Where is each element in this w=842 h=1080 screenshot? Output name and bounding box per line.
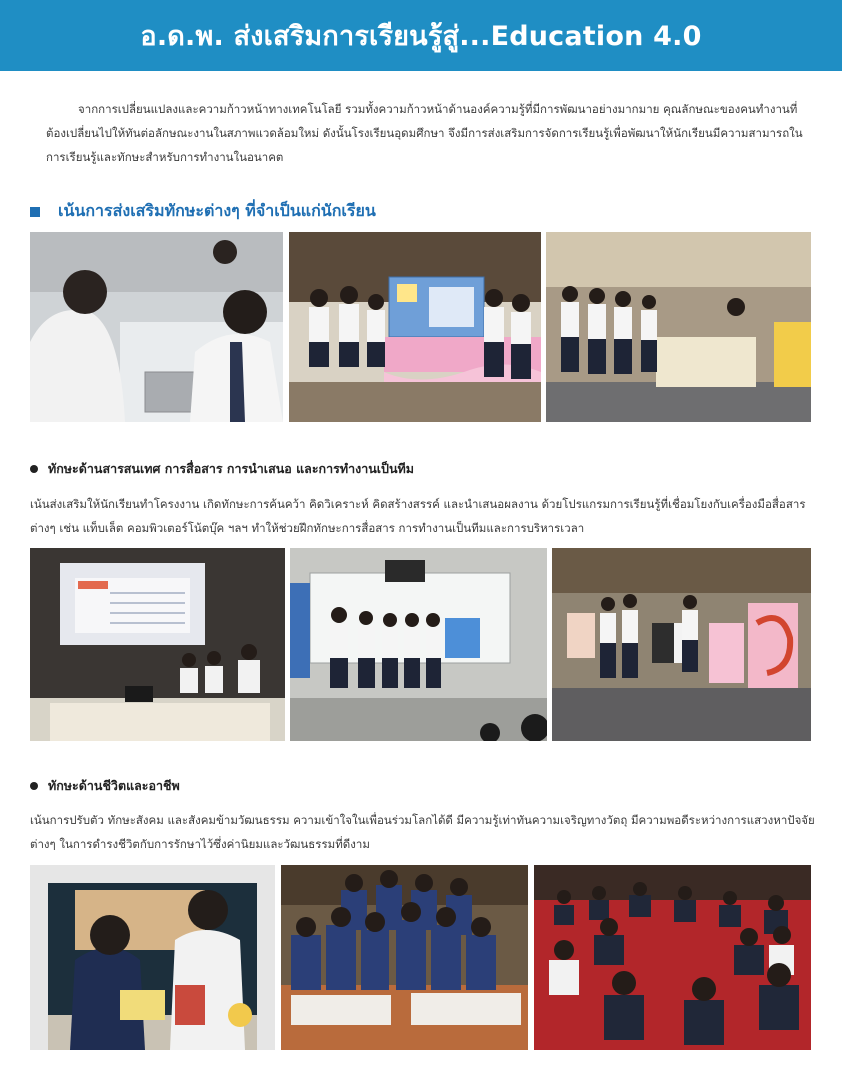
skill-heading-text: ทักษะด้านสารสนเทศ การสื่อสาร การนำเสนอ และการทำงานเป็นทีม — [48, 461, 414, 476]
photo-anatomy-posters — [552, 548, 811, 741]
bullet-icon — [30, 782, 38, 790]
page-header — [0, 0, 842, 71]
photo-exhibition-booth — [546, 232, 811, 422]
skill-paragraph-information: เน้นส่งเสริมให้นักเรียนทำโครงงาน เกิดทักษะการค้นคว้า คิดวิเคราะห์ คิดสร้างสรรค์ และนำเสนอผลงาน ด้วยโปรแกรมการเรียนรู้ที่เชื่อมโยงกับเครื่องมือสื่อสารต่างๆ เช่น แท็บเล็ต คอมพิวเตอร์โน้ตบุ๊ค ฯลฯ ทำให้ช่วยฝึกทักษะการสื่อสาร การทำงานเป็นทีมและการบริหารเวลา — [30, 497, 806, 535]
skill-heading-life-career — [30, 776, 180, 796]
skill-heading-text: ทักษะด้านชีวิตและอาชีพ — [48, 778, 180, 793]
photo-projector-presentation — [30, 548, 285, 741]
photo-lab-dissection — [30, 232, 283, 422]
photo-cooking-booth — [30, 865, 275, 1050]
intro-text: จากการเปลี่ยนแปลงและความก้าวหน้าทางเทคโนโลยี รวมทั้งความก้าวหน้าด้านองค์ความรู้ที่มีการพัฒนาอย่างมากมาย คุณลักษณะของคนทำงานที่ต้องเปลี่ยนไปให้ทันต่อลักษณะงานในสภาพแวดล้อมใหม่ ดังนั้นโรงเรียนอุดมศึกษา จึงมีการส่งเสริมการจัดการเรียนรู้เพื่อพัฒนาให้นักเรียนมีความสามารถในการเรียนรู้และทักษะสำหรับการทำงานในอนาคต — [46, 102, 803, 164]
photo-project-presentation — [289, 232, 541, 422]
page-title: อ.ด.พ. ส่งเสริมการเรียนรู้สู่...Education 4.0 — [140, 21, 702, 52]
square-bullet-icon — [30, 207, 40, 217]
bullet-icon — [30, 465, 38, 473]
photo-circle-activity — [534, 865, 811, 1050]
section-heading — [30, 199, 376, 224]
skill-heading-information — [30, 459, 414, 479]
photo-classroom-presentation — [290, 548, 547, 741]
skill-paragraph-life-career: เน้นการปรับตัว ทักษะสังคม และสังคมข้ามวัฒนธรรม ความเข้าใจในเพื่อนร่วมโลกได้ดี มีความรู้เท่าทันความเจริญทางวัตถุ มีความพอดีระหว่างการแสวงหาปัจจัยต่างๆ ในการดำรงชีวิตกับการรักษาไว้ซึ่งค่านิยมและวัฒนธรรมที่ดีงาม — [30, 813, 815, 851]
intro-paragraph — [46, 97, 806, 169]
photo-group-classroom — [281, 865, 528, 1050]
section-title-text: เน้นการส่งเสริมทักษะต่างๆ ที่จำเป็นแก่นักเรียน — [58, 201, 376, 220]
